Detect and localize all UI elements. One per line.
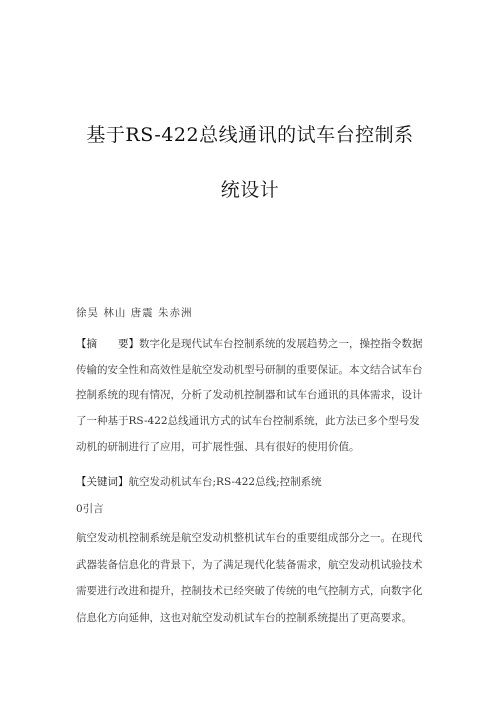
intro-paragraph: 航空发动机控制系统是航空发动机整机试车台的重要组成部分之一。在现代武器装备信息化的背景下，为了满足现代化装备需求，航空发动机试验技术需要进行改进和提升，控制技术已经突破了传统的电气控制方式，向数字化信息化方向延伸，这也对航空发动机试车台的控制系统提出了更高要求。: [76, 532, 423, 624]
keywords-text: 航空发动机试车台;RS-422总线;控制系统: [128, 476, 322, 488]
authors: 徐昊 林山 唐震 朱赤洲: [76, 307, 193, 319]
title-line-2: 统设计: [220, 179, 280, 201]
title-line-1: 基于RS-422总线通讯的试车台控制系: [86, 124, 414, 146]
keywords-label: 【关键词】: [76, 476, 129, 488]
keywords: [76, 470, 428, 496]
abstract: [76, 332, 428, 461]
abstract-label: 【摘 要】: [76, 338, 139, 350]
abstract-text: 数字化是现代试车台控制系统的发展趋势之一，操控指令数据传输的安全性和高效性是航空发动机型号研制的重要保证。本文结合试车台控制系统的现有情况，分析了发动机控制器和试车台通讯的具体需求，设计了一种基于RS-422总线通讯方式的试车台控制系统，此方法已多个型号发动机的研制进行了应用，可扩展性强、具有很好的使用价值。: [76, 338, 423, 453]
section-heading: 0引言: [76, 503, 104, 515]
